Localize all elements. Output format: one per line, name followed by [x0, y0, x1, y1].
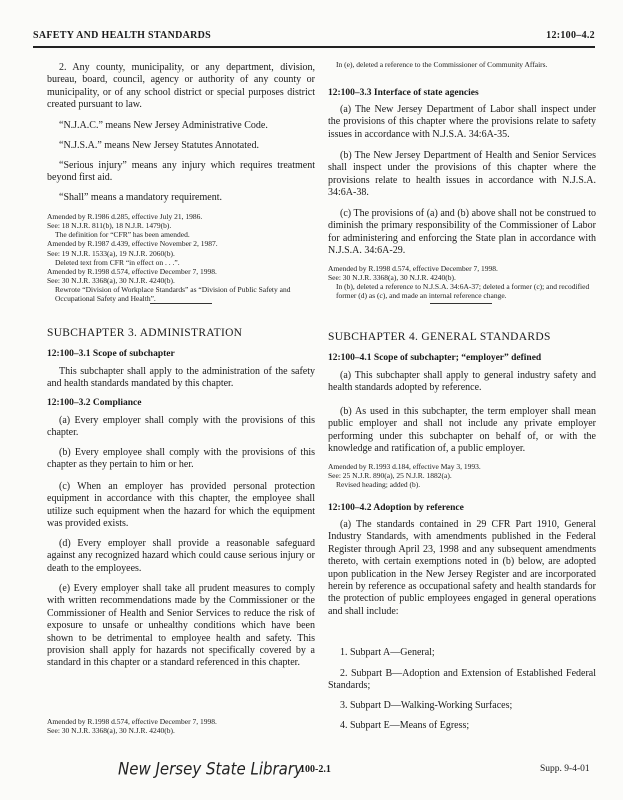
- amendment-notes-1: [47, 212, 315, 303]
- amend-line: Amended by R.1998 d.574, effective December 7, 1998.: [47, 266, 217, 276]
- amend-line: See: 18 N.J.R. 811(b), 18 N.J.R. 1479(b).: [47, 221, 172, 231]
- definition-shall: “Shall” means a mandatory requirement.: [59, 192, 222, 203]
- page-number: 100-2.1: [300, 764, 331, 775]
- amend-line: In (b), deleted a reference to N.J.S.A. 34:6A-37; deleted a former (c); and recodified former (d) as (c), and made an internal reference change.: [336, 282, 590, 301]
- subchapter-3-heading: SUBCHAPTER 3. ADMINISTRATION: [47, 327, 243, 339]
- amend-line: Amended by R.1998 d.574, effective December 7, 1998.: [328, 264, 498, 273]
- amend-line: Revised heading; added (b).: [336, 480, 421, 490]
- subchapter-4-heading: SUBCHAPTER 4. GENERAL STANDARDS: [328, 331, 551, 343]
- divider: [150, 303, 212, 304]
- amend-line: Amended by R.1986 d.285, effective July 21, 1986.: [47, 212, 203, 221]
- note-top: In (e), deleted a reference to the Commissioner of Community Affairs.: [336, 60, 548, 69]
- list-item: 1. Subpart A—General;: [340, 647, 435, 658]
- divider: [430, 303, 492, 304]
- amendment-notes-3: [328, 264, 596, 301]
- section-4-2-heading: 12:100–4.2 Adoption by reference: [328, 503, 464, 513]
- section-4-1-heading: 12:100–4.1 Scope of subchapter; “employer” defined: [328, 353, 542, 363]
- section-4-1-b: (b) As used in this subchapter, the term employer shall mean public employer and shall not include any private employer performing under this subchapter on behalf of, or with the knowledge and ratification of, a public employer.: [328, 406, 596, 455]
- section-3-3-b: (b) The New Jersey Department of Health and Senior Services shall inspect under the provisions of this chapter where the provisions relate to health issues in accordance with N.J.S.A. 34:6A-38.: [328, 150, 596, 199]
- list-item: 2. Subpart B—Adoption and Extension of Established Federal Standards;: [328, 668, 596, 692]
- amend-line: Amended by R.1987 d.439, effective November 2, 1987.: [47, 239, 218, 249]
- amend-line: Amended by R.1998 d.574, effective December 7, 1998.: [47, 717, 217, 726]
- amend-line: The definition for “CFR” has been amended.: [55, 230, 190, 240]
- definition-njsa: “N.J.S.A.” means New Jersey Statutes Annotated.: [59, 140, 259, 151]
- amend-line: See: 30 N.J.R. 3368(a), 30 N.J.R. 4240(b).: [47, 275, 175, 285]
- section-3-2-heading: 12:100–3.2 Compliance: [47, 398, 142, 408]
- supplement-date: Supp. 9-4-01: [540, 764, 590, 774]
- section-4-1-a: (a) This subchapter shall apply to general industry safety and health standards adopted by reference.: [328, 370, 596, 394]
- list-item: 3. Subpart D—Walking-Working Surfaces;: [340, 700, 513, 711]
- definition-serious-injury: “Serious injury” means any injury which requires treatment beyond first aid.: [47, 160, 315, 184]
- section-3-1-text: This subchapter shall apply to the administration of the safety and health standards mandated by this chapter.: [47, 366, 315, 390]
- amend-line: Amended by R.1993 d.184, effective May 3, 1993.: [328, 462, 481, 471]
- section-3-3-c: (c) The provisions of (a) and (b) above shall not be construed to diminish the primary responsibility of the Commissioner of Labor for administering and enforcing the State plan in accordance with N.J.S.A. 34:6A-29.: [328, 208, 596, 257]
- section-3-2-d: (d) Every employer shall provide a reasonable safeguard against any recognized hazard which could cause serious injury or death to the employees.: [47, 538, 315, 574]
- section-3-2-b: (b) Every employee shall comply with the provisions of this chapter as they pertain to him or her.: [47, 447, 315, 471]
- section-3-3-heading: 12:100–3.3 Interface of state agencies: [328, 88, 479, 98]
- section-3-2-c: (c) When an employer has provided personal protection equipment in accordance with this chapter, the employee shall utilize such equipment when the hazard for which the equipment was provided exists.: [47, 481, 315, 530]
- header-title: SAFETY AND HEALTH STANDARDS: [33, 30, 212, 41]
- amend-line: See: 30 N.J.R. 3368(a), 30 N.J.R. 4240(b).: [328, 273, 456, 283]
- library-stamp: New Jersey State Library: [118, 759, 303, 779]
- definition-njac: “N.J.A.C.” means New Jersey Administrative Code.: [59, 120, 268, 131]
- section-3-2-a: (a) Every employer shall comply with the provisions of this chapter.: [47, 415, 315, 439]
- section-4-2-a: (a) The standards contained in 29 CFR Part 1910, General Industry Standards, with amendments published in the Federal Register through April 23, 1998 and any subsequent amendments thereto, with certain exemptions noted in (b) below, are adopted upon publication in the New Jersey Register and are incorporated herein by reference as occupational safety and health standards for the protection of public employees engaged in general operations and shall include:: [328, 519, 596, 617]
- section-3-3-a: (a) The New Jersey Department of Labor shall inspect under the provisions of this chapter where the provisions relate to safety issues in accordance with N.J.S.A. 34:6A-35.: [328, 104, 596, 140]
- running-header: [33, 30, 595, 48]
- section-3-1-heading: 12:100–3.1 Scope of subchapter: [47, 349, 175, 359]
- header-section: 12:100–4.2: [546, 30, 595, 41]
- amend-line: See: 30 N.J.R. 3368(a), 30 N.J.R. 4240(b).: [47, 726, 175, 736]
- amendment-notes-2: [47, 717, 315, 735]
- section-3-2-e: (e) Every employer shall take all prudent measures to comply with written recommendations made by the Commissioner or the Commissioner of Health and Senior Services to reduce the risk of exposure to unsafe or unhealthy conditions which have been shown to be detrimental to employee health and safety. This provision shall apply for hazards not specifically covered by a standard in this chapter or a standard referenced in this chapter.: [47, 583, 315, 669]
- amend-line: Rewrote “Division of Workplace Standards” as “Division of Public Safety and Occupational Safety and Health”.: [55, 285, 291, 304]
- amend-line: Deleted text from CFR “in effect on . . .”.: [55, 257, 180, 267]
- amend-line: See: 25 N.J.R. 890(a), 25 N.J.R. 1882(a).: [328, 471, 452, 481]
- list-item: 4. Subpart E—Means of Egress;: [340, 720, 470, 731]
- amendment-notes-4: [328, 462, 596, 489]
- item-2: 2. Any county, municipality, or any department, division, bureau, board, council, agency or authority of any county or municipality, or of any school district or special purposes district created pursuant to law.: [47, 62, 315, 111]
- amend-line: See: 19 N.J.R. 1533(a), 19 N.J.R. 2060(b).: [47, 248, 175, 258]
